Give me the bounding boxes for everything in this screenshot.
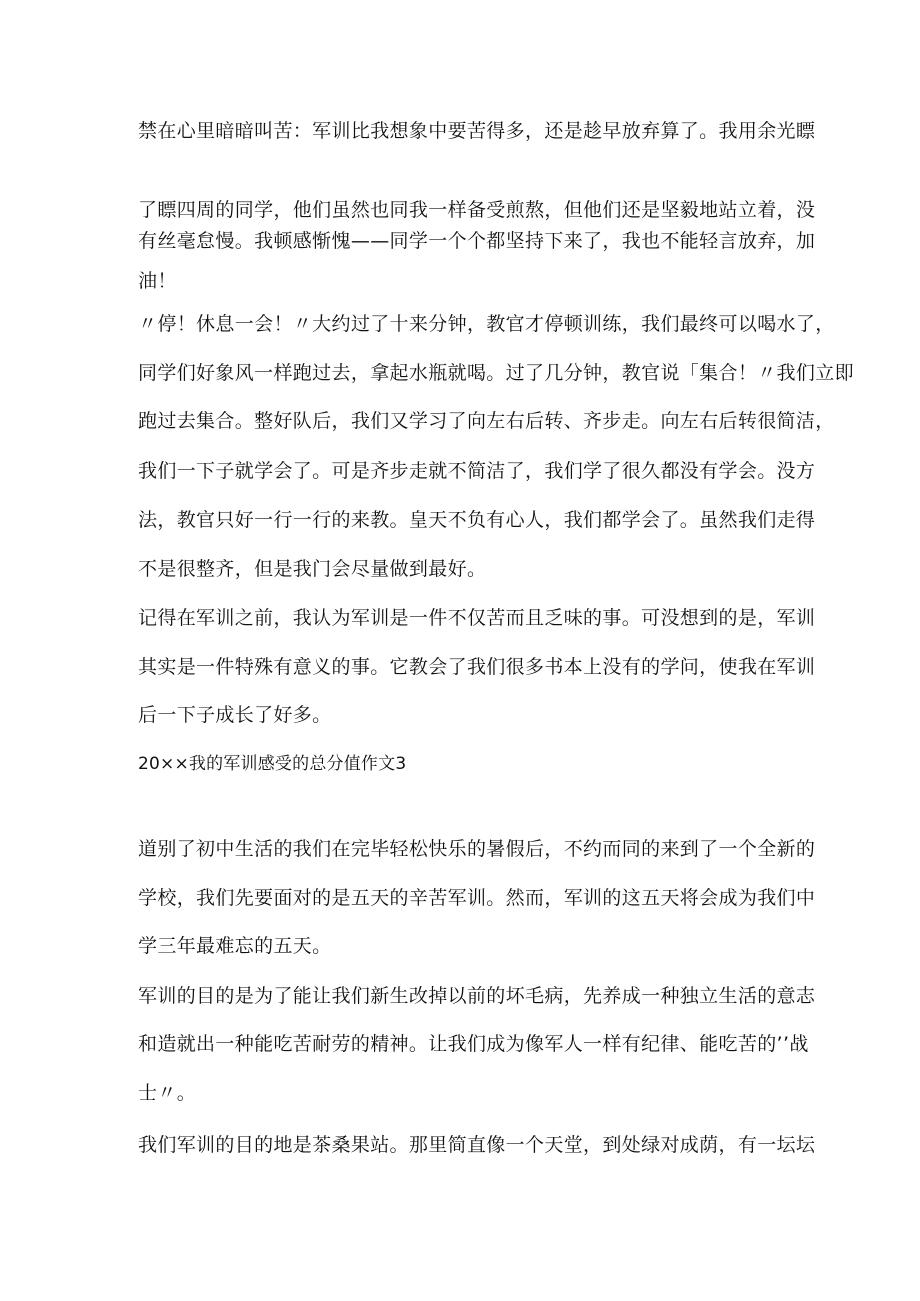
text-line: 跑过去集合。整好队后，我们又学习了向左右后转、齐步走。向左右后转很简洁， [138, 410, 835, 432]
text-line: 学三年最难忘的五天。 [138, 935, 332, 957]
text-line: 记得在军训之前，我认为军训是一件不仅苦而且乏味的事。可没想到的是，军训 [138, 607, 816, 629]
text-line: 禁在心里暗暗叫苦：军训比我想象中要苦得多，还是趁早放弃算了。我用余光瞟 [138, 120, 816, 142]
text-line: 士〃。 [138, 1082, 197, 1104]
text-line: 油！ [138, 270, 177, 292]
text-line: 法，教官只好一行一行的来教。皇天不负有心人，我们都学会了。虽然我们走得 [138, 509, 816, 531]
text-line: 不是很整齐，但是我门会尽量做到最好。 [138, 558, 487, 580]
text-line: 道别了初中生活的我们在完毕轻松快乐的暑假后，不约而同的来到了一个全新的 [138, 838, 816, 860]
text-line: 学校，我们先要面对的是五天的辛苦军训。然而，军训的这五天将会成为我们中 [138, 887, 816, 909]
text-line: 有丝毫怠慢。我顿感惭愧——同学一个个都坚持下来了，我也不能轻言放弃，加 [138, 230, 816, 252]
section-heading: 20××我的军训感受的总分值作文3 [138, 754, 407, 774]
text-line: 〃停！休息一会！〃大约过了十来分钟，教官才停顿训练，我们最终可以喝水了， [138, 313, 835, 335]
text-line: 和造就出一种能吃苦耐劳的精神。让我们成为像军人一样有纪律、能吃苦的’’战 [138, 1033, 809, 1055]
text-line: 我们一下子就学会了。可是齐步走就不简洁了，我们学了很久都没有学会。没方 [138, 460, 816, 482]
text-line: 其实是一件特殊有意义的事。它教会了我们很多书本上没有的学问，使我在军训 [138, 656, 816, 678]
text-line: 了瞟四周的同学，他们虽然也同我一样备受煎熬，但他们还是坚毅地站立着，没 [138, 199, 816, 221]
text-line: 同学们好象风一样跑过去，拿起水瓶就喝。过了几分钟，教官说「集合！〃我们立即 [138, 362, 854, 384]
text-line: 我们军训的目的地是茶桑果站。那里简直像一个天堂，到处绿对成荫，有一坛坛 [138, 1134, 816, 1156]
text-line: 军训的目的是为了能让我们新生改掉以前的坏毛病，先养成一种独立生活的意志 [138, 985, 816, 1007]
text-line: 后一下子成长了好多。 [138, 704, 332, 726]
